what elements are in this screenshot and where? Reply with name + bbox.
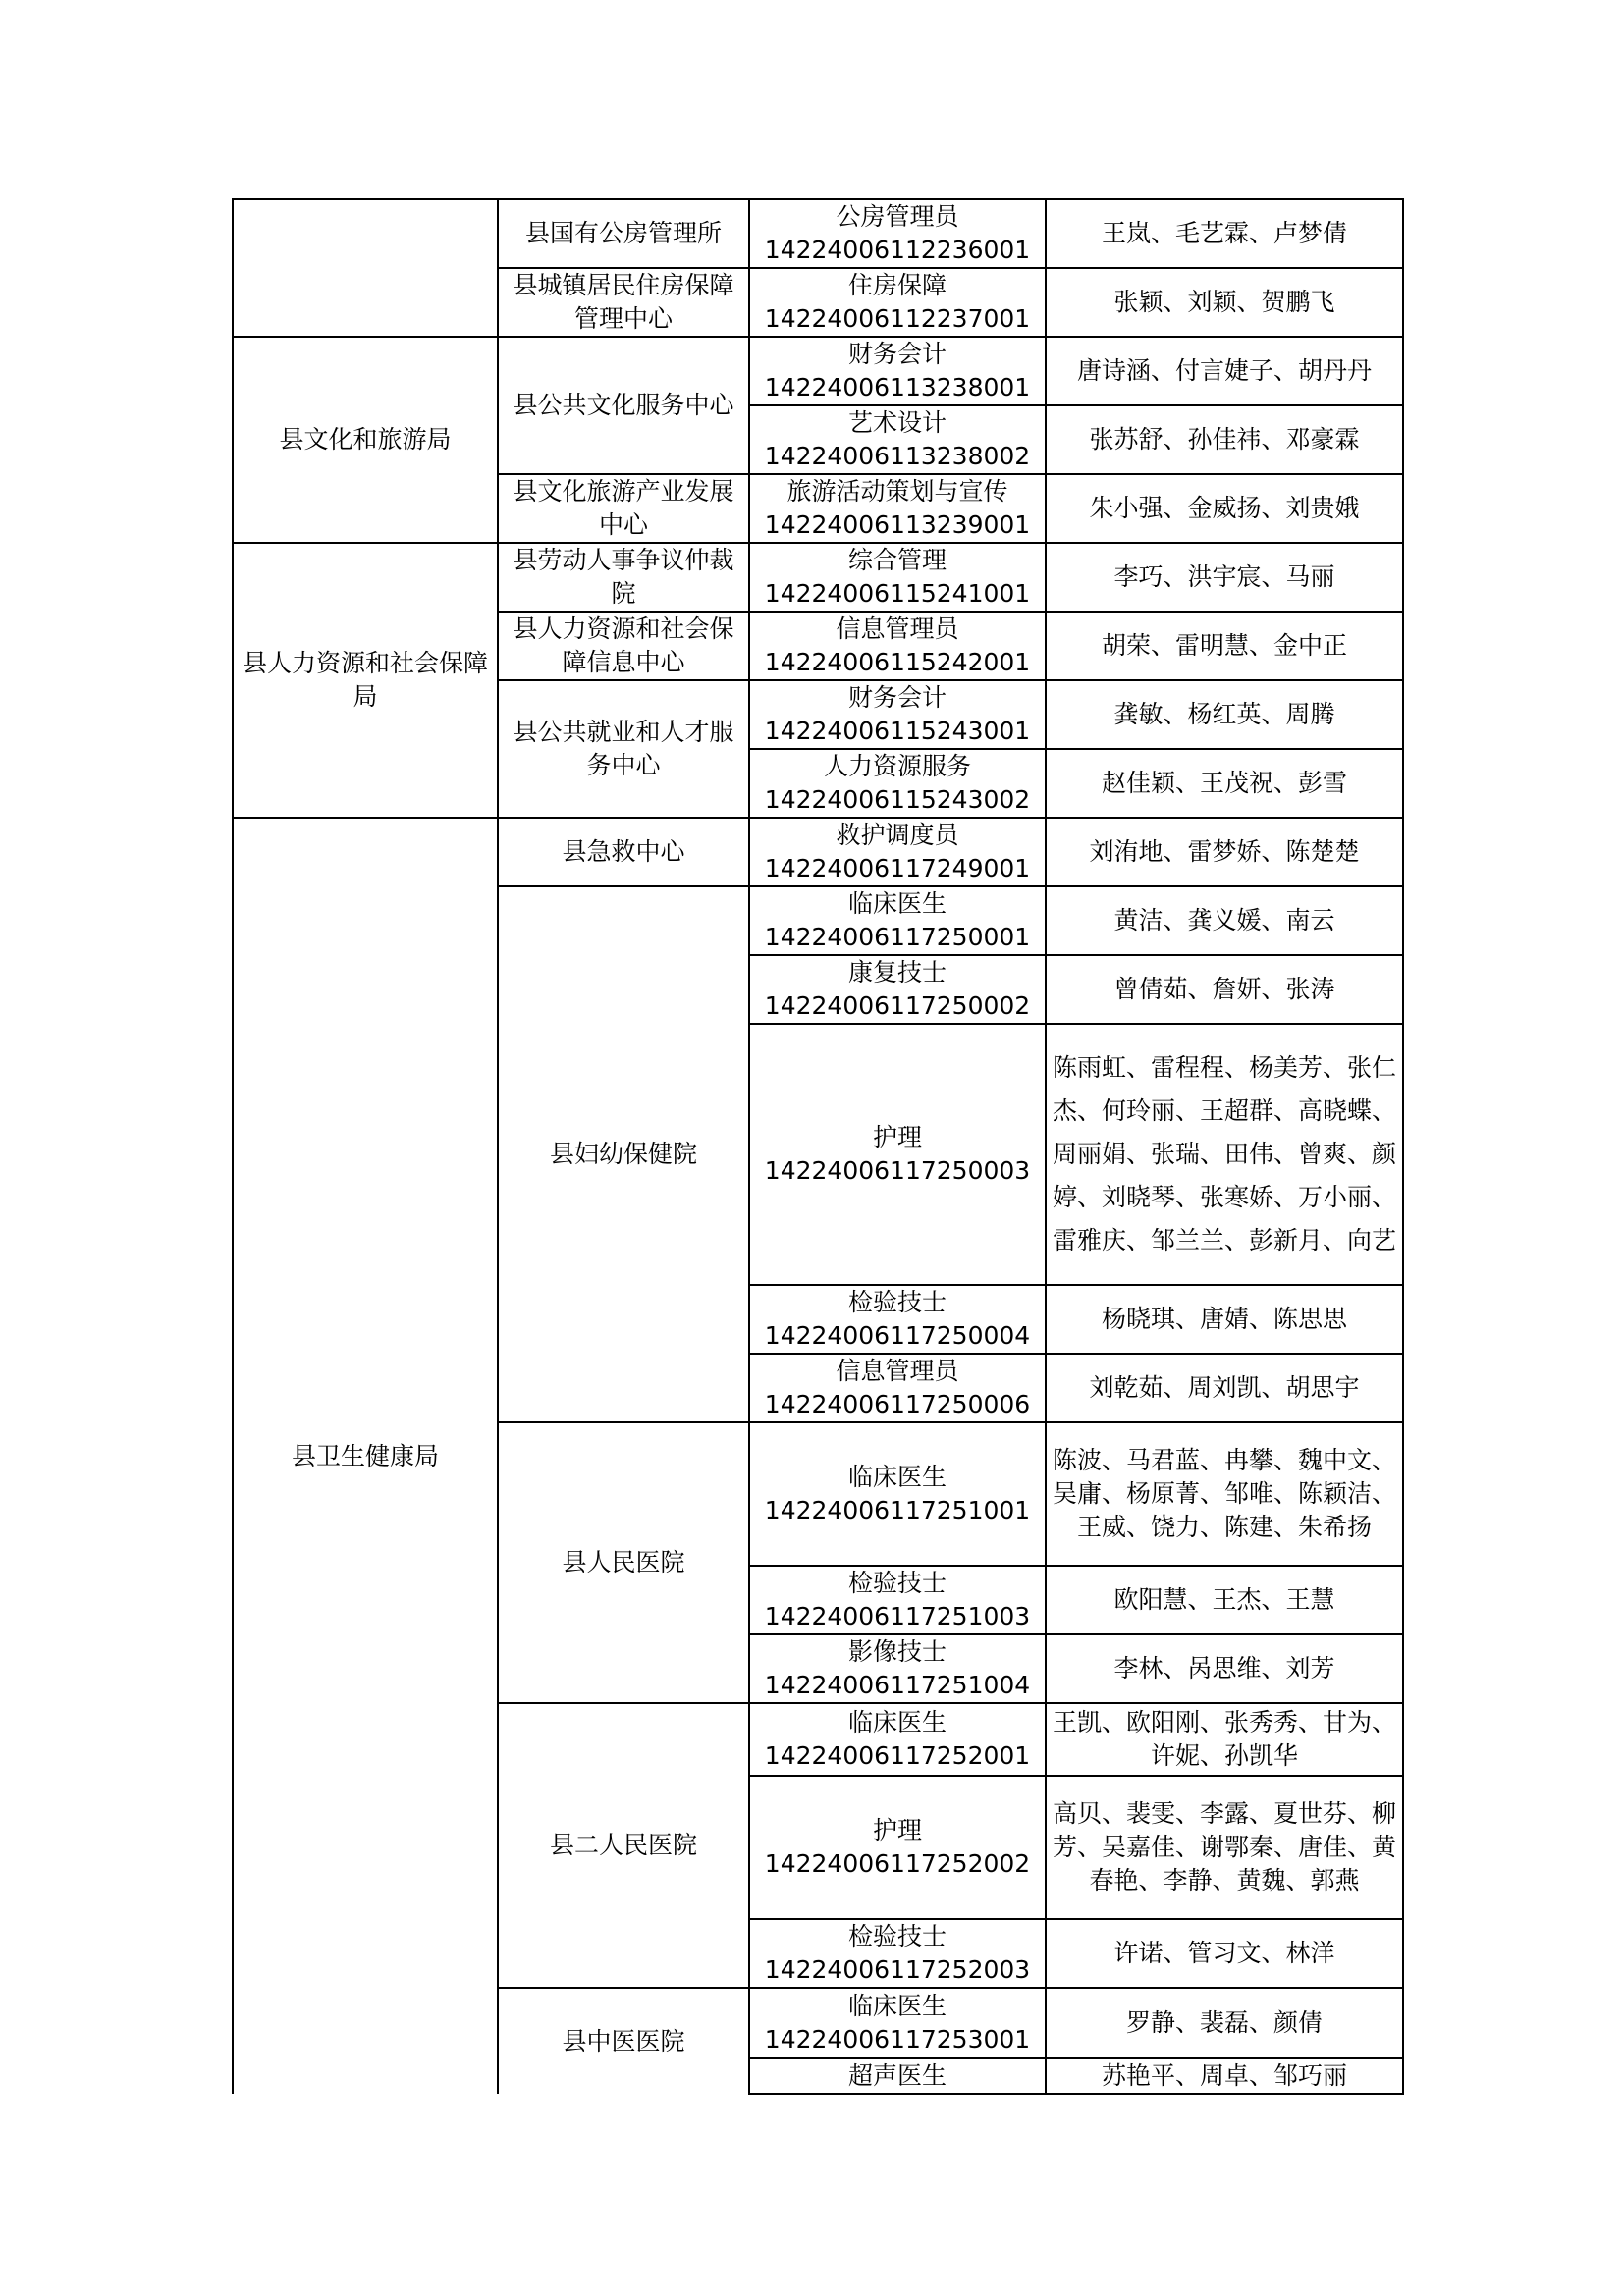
position-name: 临床医生 — [847, 889, 947, 918]
candidate-names: 陈波、马君蓝、冉攀、魏中文、吴庸、杨原菁、邹唯、陈颖洁、王威、饶力、陈建、朱希扬 — [1046, 1422, 1403, 1566]
position-name: 临床医生 — [847, 1463, 947, 1491]
position-name: 信息管理员 — [836, 1357, 959, 1385]
position-cell — [749, 1703, 1046, 1776]
unit-cell: 县公共就业和人才服务中心 — [498, 680, 749, 818]
position-name: 旅游活动策划与宣传 — [786, 477, 1008, 506]
position-cell — [749, 955, 1046, 1024]
unit-cell: 县文化旅游产业发展中心 — [498, 474, 749, 543]
position-code: 14224006115243002 — [764, 785, 1031, 814]
position-name: 护理 — [872, 1123, 922, 1151]
position-code: 14224006115243001 — [764, 717, 1031, 745]
department-cell — [233, 199, 498, 337]
position-cell — [749, 680, 1046, 749]
position-name: 财务会计 — [847, 340, 947, 368]
candidate-names: 李林、呙思维、刘芳 — [1046, 1634, 1403, 1703]
position-name: 公房管理员 — [836, 202, 959, 231]
personnel-table-page — [232, 198, 1402, 2099]
position-code: 14224006117253001 — [764, 2025, 1031, 2054]
unit-cell: 县国有公房管理所 — [498, 199, 749, 268]
position-name: 财务会计 — [847, 683, 947, 712]
candidate-names: 陈雨虹、雷程程、杨美芳、张仁杰、何玲丽、王超群、高晓蝶、周丽娟、张瑞、田伟、曾爽、颜婷、刘晓琴、张寒娇、万小丽、雷雅庆、邹兰兰、彭新月、向艺 — [1046, 1024, 1403, 1285]
position-cell — [749, 749, 1046, 818]
position-code: 14224006117251001 — [764, 1496, 1031, 1524]
candidate-names: 王岚、毛艺霖、卢梦倩 — [1046, 199, 1403, 268]
position-cell — [749, 612, 1046, 680]
candidate-names: 唐诗涵、付言婕子、胡丹丹 — [1046, 337, 1403, 405]
position-name: 救护调度员 — [836, 821, 959, 849]
unit-cell: 县急救中心 — [498, 818, 749, 886]
position-cell — [749, 474, 1046, 543]
position-name: 信息管理员 — [836, 614, 959, 643]
candidate-names: 杨晓琪、唐婧、陈思思 — [1046, 1285, 1403, 1354]
candidate-names: 赵佳颖、王茂祝、彭雪 — [1046, 749, 1403, 818]
department-cell: 县人力资源和社会保障局 — [233, 543, 498, 818]
position-code: 14224006113238001 — [764, 373, 1031, 401]
candidate-names: 龚敏、杨红英、周腾 — [1046, 680, 1403, 749]
candidate-table — [232, 198, 1404, 2095]
position-cell — [749, 1919, 1046, 1988]
position-name: 护理 — [872, 1816, 922, 1844]
candidate-names: 高贝、裴雯、李露、夏世芬、柳芳、吴嘉佳、谢鄂秦、唐佳、黄春艳、李静、黄魏、郭燕 — [1046, 1776, 1403, 1919]
position-cell — [749, 337, 1046, 405]
candidate-names: 许诺、管习文、林洋 — [1046, 1919, 1403, 1988]
unit-cell: 县劳动人事争议仲裁院 — [498, 543, 749, 612]
position-cell — [749, 1422, 1046, 1566]
position-cell — [749, 1285, 1046, 1354]
position-code: 14224006117252003 — [764, 1955, 1031, 1984]
candidate-names: 张苏舒、孙佳祎、邓豪霖 — [1046, 405, 1403, 474]
position-name: 艺术设计 — [847, 408, 947, 437]
position-cell — [749, 2058, 1046, 2094]
position-name: 临床医生 — [847, 1992, 947, 2020]
position-name: 人力资源服务 — [823, 752, 971, 780]
position-cell — [749, 1634, 1046, 1703]
candidate-names: 苏艳平、周卓、邹巧丽 — [1046, 2058, 1403, 2094]
unit-cell: 县妇幼保健院 — [498, 886, 749, 1422]
position-code: 14224006117250004 — [764, 1321, 1031, 1350]
position-code: 14224006117251004 — [764, 1671, 1031, 1699]
position-code: 14224006113239001 — [764, 510, 1031, 539]
position-cell — [749, 818, 1046, 886]
unit-cell: 县人民医院 — [498, 1422, 749, 1703]
position-name: 综合管理 — [847, 546, 947, 574]
position-code: 14224006117251003 — [764, 1602, 1031, 1630]
candidate-names: 李巧、洪宇宸、马丽 — [1046, 543, 1403, 612]
position-code: 14224006112237001 — [764, 304, 1031, 333]
position-code: 14224006112236001 — [764, 236, 1031, 264]
position-name: 超声医生 — [847, 2061, 947, 2090]
candidate-names: 刘洧地、雷梦娇、陈楚楚 — [1046, 818, 1403, 886]
position-name: 检验技士 — [847, 1922, 947, 1950]
position-code: 14224006117252002 — [764, 1849, 1031, 1878]
candidate-names: 朱小强、金威扬、刘贵娥 — [1046, 474, 1403, 543]
position-code: 14224006113238002 — [764, 442, 1031, 470]
position-name: 住房保障 — [847, 271, 947, 299]
position-name: 影像技士 — [847, 1637, 947, 1666]
position-cell — [749, 1566, 1046, 1634]
position-cell — [749, 543, 1046, 612]
position-code: 14224006117249001 — [764, 854, 1031, 882]
position-code: 14224006117250001 — [764, 923, 1031, 951]
candidate-names: 胡荣、雷明慧、金中正 — [1046, 612, 1403, 680]
candidate-names: 曾倩茹、詹妍、张涛 — [1046, 955, 1403, 1024]
position-cell — [749, 1024, 1046, 1285]
candidate-names: 欧阳慧、王杰、王慧 — [1046, 1566, 1403, 1634]
candidate-names: 黄洁、龚义媛、南云 — [1046, 886, 1403, 955]
position-name: 康复技士 — [847, 958, 947, 987]
unit-cell: 县二人民医院 — [498, 1703, 749, 1988]
candidate-names: 刘乾茹、周刘凯、胡思宇 — [1046, 1354, 1403, 1422]
unit-cell: 县人力资源和社会保障信息中心 — [498, 612, 749, 680]
unit-cell: 县城镇居民住房保障管理中心 — [498, 268, 749, 337]
position-code: 14224006117250006 — [764, 1390, 1031, 1418]
position-name: 检验技士 — [847, 1288, 947, 1316]
table-row — [233, 337, 1403, 405]
position-code: 14224006117250003 — [764, 1156, 1031, 1185]
position-code: 14224006115241001 — [764, 579, 1031, 608]
position-cell — [749, 1776, 1046, 1919]
position-cell — [749, 1354, 1046, 1422]
position-name: 检验技士 — [847, 1569, 947, 1597]
position-code: 14224006115242001 — [764, 648, 1031, 676]
position-name: 临床医生 — [847, 1708, 947, 1736]
department-cell: 县卫生健康局 — [233, 818, 498, 2094]
position-cell — [749, 199, 1046, 268]
unit-cell: 县中医医院 — [498, 1988, 749, 2094]
position-cell — [749, 268, 1046, 337]
position-cell — [749, 886, 1046, 955]
position-code: 14224006117250002 — [764, 991, 1031, 1020]
position-cell — [749, 1988, 1046, 2058]
table-row — [233, 199, 1403, 268]
table-row — [233, 818, 1403, 886]
candidate-names: 王凯、欧阳刚、张秀秀、甘为、许妮、孙凯华 — [1046, 1703, 1403, 1776]
candidate-names: 罗静、裴磊、颜倩 — [1046, 1988, 1403, 2058]
table-row — [233, 543, 1403, 612]
position-cell — [749, 405, 1046, 474]
department-cell: 县文化和旅游局 — [233, 337, 498, 543]
unit-cell: 县公共文化服务中心 — [498, 337, 749, 474]
position-code: 14224006117252001 — [764, 1741, 1031, 1770]
candidate-names: 张颖、刘颖、贺鹏飞 — [1046, 268, 1403, 337]
